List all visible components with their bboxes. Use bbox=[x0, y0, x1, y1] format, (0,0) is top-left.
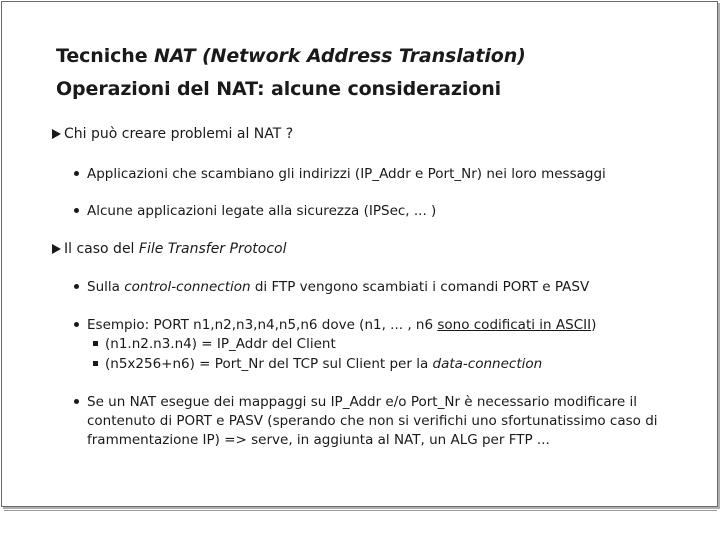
section-2-italic: File Transfer Protocol bbox=[138, 241, 287, 257]
sub-list-item bbox=[93, 355, 542, 373]
section-1-heading bbox=[52, 125, 293, 143]
square-bullet-icon bbox=[93, 361, 98, 366]
list-item-text: Alcune applicazioni legate alla sicurezza (IPSec, ... ) bbox=[87, 203, 437, 219]
ftp-item-3-line-3: frammentazione IP) => serve, in aggiunta al NAT, un ALG per FTP ... bbox=[87, 432, 550, 448]
dot-bullet-icon bbox=[74, 171, 79, 176]
section-2-heading bbox=[52, 240, 287, 258]
slide-divider bbox=[4, 510, 717, 511]
ftp-item-3-line-2: contenuto di PORT e PASV (sperando che non si verifichi uno sfortunatissimo caso di bbox=[87, 413, 658, 429]
sub-list-item-italic: data-connection bbox=[432, 356, 543, 372]
title-italic: NAT (Network Address Translation) bbox=[154, 45, 526, 67]
dot-bullet-icon bbox=[74, 322, 79, 327]
list-item bbox=[74, 393, 637, 411]
ftp-item-1-suffix: di FTP vengono scambiati i comandi PORT e PASV bbox=[250, 279, 590, 295]
list-item bbox=[74, 278, 589, 296]
arrow-bullet-icon bbox=[52, 244, 61, 254]
dot-bullet-icon bbox=[74, 399, 79, 404]
ftp-item-2-underlined: sono codificati in ASCII bbox=[437, 317, 592, 333]
list-item bbox=[74, 316, 596, 334]
arrow-bullet-icon bbox=[52, 129, 61, 139]
sub-list-item-prefix: (n5x256+n6) = Port_Nr del TCP sul Client per la bbox=[105, 356, 433, 372]
list-item-text: Applicazioni che scambiano gli indirizzi (IP_Addr e Port_Nr) nei loro messaggi bbox=[87, 166, 606, 182]
slide-title bbox=[56, 44, 526, 68]
ftp-item-2-prefix: Esempio: PORT n1,n2,n3,n4,n5,n6 dove (n1, ... , n6 bbox=[87, 317, 438, 333]
slide-subtitle: Operazioni del NAT: alcune considerazioni bbox=[56, 78, 502, 100]
dot-bullet-icon bbox=[74, 284, 79, 289]
ftp-item-2-suffix: ) bbox=[591, 317, 597, 333]
ftp-item-3-line-1: Se un NAT esegue dei mappaggi su IP_Addr e/o Port_Nr è necessario modificare il bbox=[87, 394, 637, 410]
title-prefix: Tecniche bbox=[56, 45, 155, 67]
ftp-item-1-prefix: Sulla bbox=[87, 279, 125, 295]
section-2-prefix: Il caso del bbox=[64, 241, 139, 257]
dot-bullet-icon bbox=[74, 208, 79, 213]
list-item bbox=[74, 165, 606, 183]
sub-list-item bbox=[93, 335, 336, 353]
section-1-text: Chi può creare problemi al NAT ? bbox=[64, 126, 294, 142]
square-bullet-icon bbox=[93, 341, 98, 346]
list-item bbox=[74, 202, 436, 220]
ftp-item-1-italic: control-connection bbox=[124, 279, 251, 295]
sub-list-item-text: (n1.n2.n3.n4) = IP_Addr del Client bbox=[105, 336, 336, 352]
